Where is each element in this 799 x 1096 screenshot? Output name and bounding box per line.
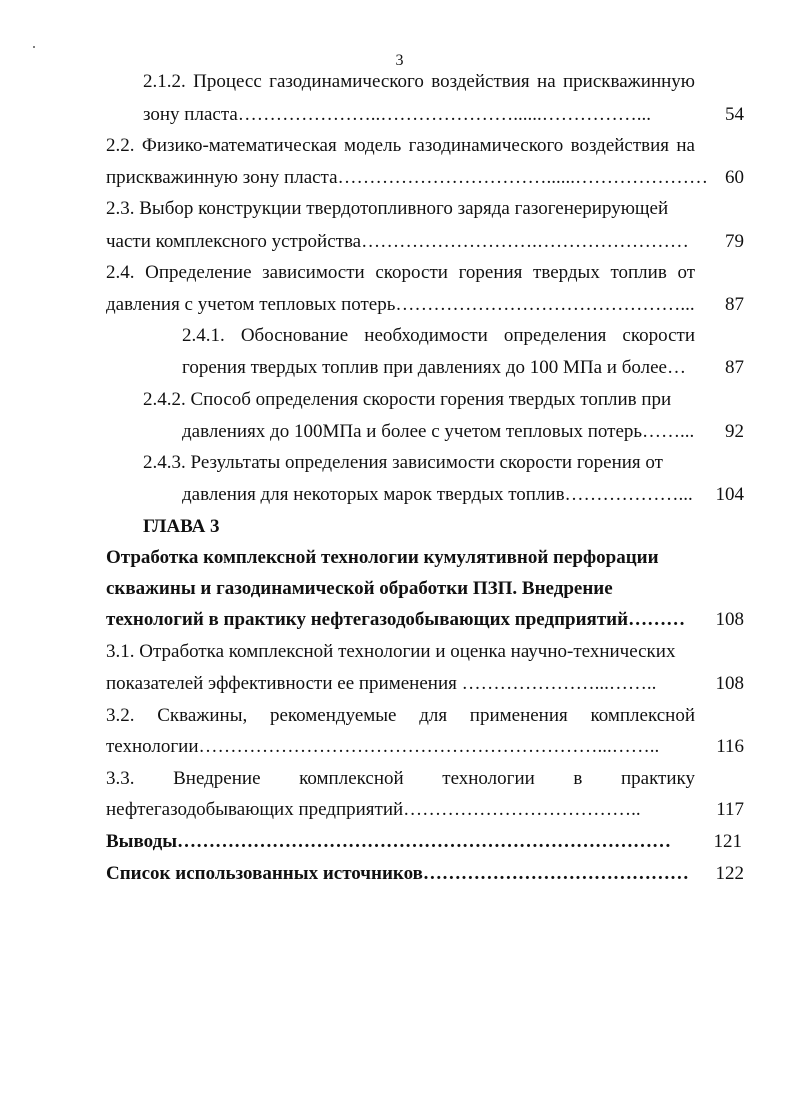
toc-entry-page: 122 (715, 863, 744, 884)
toc-entry-leader: давления с учетом тепловых потерь………………………………………... (106, 294, 695, 315)
toc-entry-leader: технологии………………………………………………………...…….. (106, 736, 660, 757)
toc-entry-title: 2.4.3. Результаты определения зависимости скорости горения от (143, 452, 663, 473)
toc-entry-page: 121 (713, 831, 742, 852)
toc-entry-title: 2.4. Определение зависимости скорости горения твердых топлив от (106, 262, 695, 283)
toc-entry-page: 79 (725, 231, 744, 252)
chapter-3-heading: ГЛАВА 3 (143, 516, 220, 537)
toc-entry-leader: Список использованных источников…………………………………… (106, 863, 689, 884)
chapter-title-line: скважины и газодинамической обработки ПЗП. Внедрение (106, 578, 613, 599)
chapter-title-line: Отработка комплексной технологии кумулятивной перфорации (106, 547, 659, 568)
toc-entry-leader: Выводы…………………………………………………………………… (106, 831, 672, 852)
toc-entry-page: 92 (725, 421, 744, 442)
toc-entry-leader: части комплексного устройства……………………….…………………… (106, 231, 689, 252)
scan-artifact-dot (33, 46, 35, 48)
toc-entry-page: 116 (716, 736, 744, 757)
toc-entry-title: 3.3. Внедрение комплексной технологии в практику (106, 768, 695, 789)
chapter-title-leader: технологий в практику нефтегазодобывающих предприятий……… (106, 609, 686, 630)
toc-entry-page: 108 (715, 673, 744, 694)
toc-entry-leader: показателей эффективности ее применения …………………...…….. (106, 673, 657, 694)
toc-entry-leader: давления для некоторых марок твердых топлив………………... (182, 484, 693, 505)
toc-entry-page: 87 (725, 357, 744, 378)
toc-entry-page: 117 (716, 799, 744, 820)
toc-entry-title: 2.4.1. Обоснование необходимости определения скорости (182, 325, 695, 346)
toc-entry-page: 54 (725, 104, 744, 125)
toc-entry-leader: нефтегазодобывающих предприятий……………………………….. (106, 799, 641, 820)
toc-entry-leader: зону пласта…………………..…………………......……………... (143, 104, 652, 125)
page-number: 3 (395, 52, 404, 69)
toc-entry-leader: давлениях до 100МПа и более с учетом тепловых потерь……... (182, 421, 695, 442)
toc-entry-page: 108 (715, 609, 744, 630)
toc-entry-leader: горения твердых топлив при давлениях до 100 МПа и более… (182, 357, 686, 378)
toc-entry-leader: прискважинную зону пласта……………………………......………………… (106, 167, 709, 188)
toc-entry-title: 3.2. Скважины, рекомендуемые для применения комплексной (106, 705, 695, 726)
toc-entry-title: 2.3. Выбор конструкции твердотопливного заряда газогенерирующей (106, 198, 669, 219)
toc-entry-title: 2.2. Физико-математическая модель газодинамического воздействия на (106, 135, 695, 156)
toc-entry-title: 3.1. Отработка комплексной технологии и оценка научно-технических (106, 641, 676, 662)
toc-entry-page: 104 (715, 484, 744, 505)
toc-entry-title: 2.4.2. Способ определения скорости горения твердых топлив при (143, 389, 672, 410)
toc-entry-page: 60 (725, 167, 744, 188)
toc-entry-page: 87 (725, 294, 744, 315)
toc-entry-title: 2.1.2. Процесс газодинамического воздействия на прискважинную (143, 71, 695, 92)
